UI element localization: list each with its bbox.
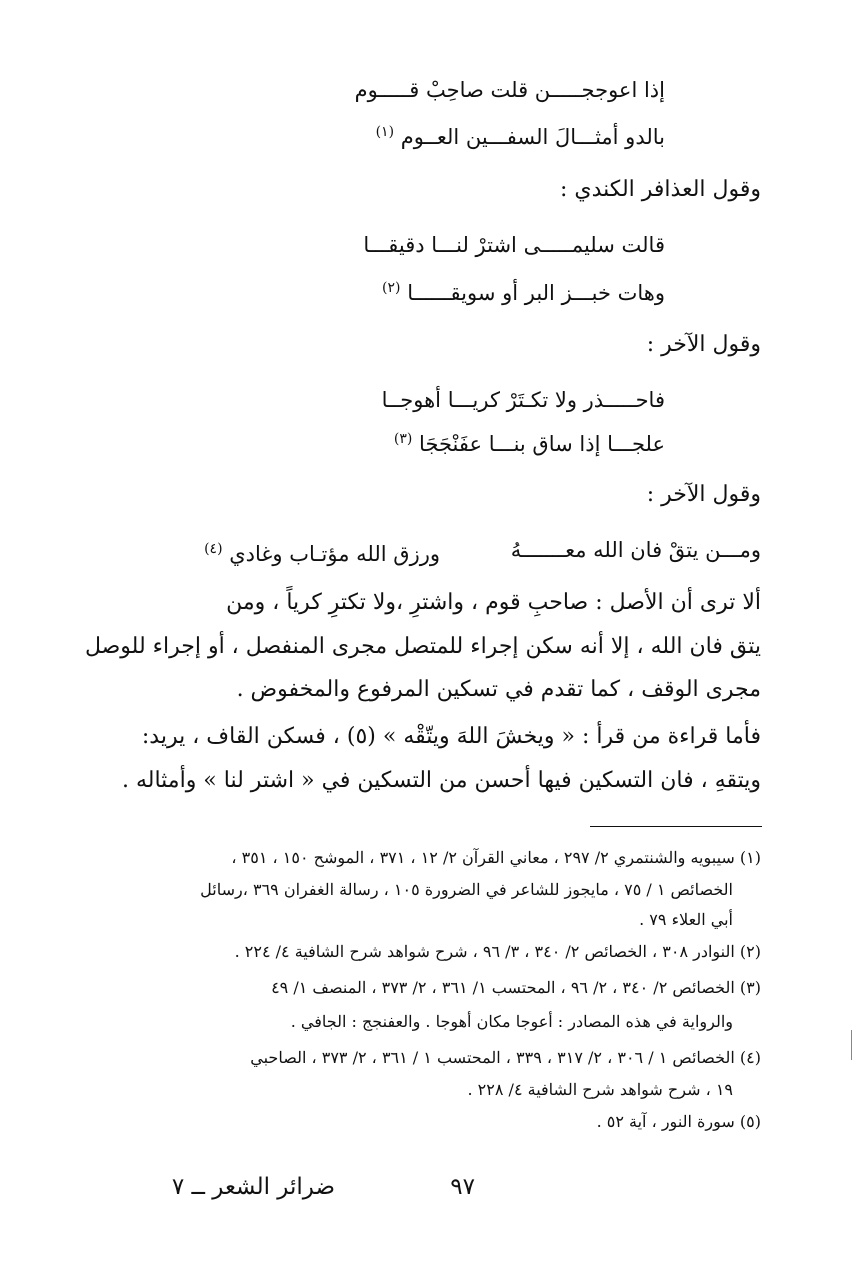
footnote-ref-2: (٢) [382,280,401,296]
verse-4-hemistich-2 [204,541,440,567]
verse-3-intro: وقول الآخر : [646,332,761,357]
footnote-4-line-2: ١٩ ، شرح شواهد شرح الشافية ٤/ ٢٢٨ . [467,1080,733,1099]
footnote-3-line-2: والرواية في هذه المصادر : أعوجا مكان أهوجا . والعفنجج : الجافي . [290,1012,733,1031]
footnote-separator [590,826,762,827]
footnote-4-line-1: (٤) الخصائص ١ / ٣٠٦ ، ٢/ ٣١٧ ، ٣٣٩ ، المحتسب ١ / ٣٦١ ، ٢/ ٣٧٣ ، الصاحبي [250,1048,761,1067]
footnote-ref-4: (٤) [204,541,223,557]
verse-1-line-2 [376,124,665,150]
verse-3-line-2 [394,431,665,457]
footnote-ref-1: (١) [375,124,395,140]
verse-2-line-2-text: وهات خبـــز البر أو سويقــــــا [407,281,665,305]
verse-4-hemistich-2-text: ورزق الله مؤتـاب وغادي [229,542,440,566]
running-title: ضرائر الشعر ــ ٧ [171,1174,335,1200]
footnote-3-line-1: (٣) الخصائص ٢/ ٣٤٠ ، ٢/ ٩٦ ، المحتسب ١/ ٣٦١ ، ٢/ ٣٧٣ ، المنصف ١/ ٤٩ [271,978,761,997]
verse-3-line-1: فاحـــــذر ولا تكـتَرْ كريـــا أهوجــا [381,388,665,412]
verse-3-line-2-text: علجـــا إذا ساق بنـــا عفَنْجَجَا [419,432,665,456]
verse-1-line-2-text: بالدو أمثـــالَ السفـــين العــوم [400,125,665,149]
verse-2-line-1: قالت سليمـــــى اشترْ لنـــا دقيقـــا [363,233,665,257]
verse-1-line-1: إذا اعوججـــــن قلت صاحِبْ قـــــوم [354,78,665,102]
page-number: ٩٧ [450,1174,475,1200]
paragraph-2-line-2: ويتقهِ ، فان التسكين فيها أحسن من التسكين في « اشتر لنا » وأمثاله . [121,768,761,793]
paragraph-1-line-2: يتق فان الله ، إلا أنه سكن إجراء للمتصل مجرى المنفصل ، أو إجراء للوصل [84,634,761,659]
paragraph-1-line-1: ألا ترى أن الأصل : صاحبِ قوم ، واشترِ ،ولا تكترِ كرياً ، ومن [226,590,761,615]
paragraph-1-line-3: مجرى الوقف ، كما تقدم في تسكين المرفوع والمخفوض . [236,677,761,702]
verse-2-line-2 [382,280,665,306]
footnote-2-line-1: (٢) النوادر ٣٠٨ ، الخصائص ٢/ ٣٤٠ ، ٣/ ٩٦ ، شرح شواهد شرح الشافية ٤/ ٢٢٤ . [234,942,761,961]
verse-2-intro: وقول العذافر الكندي : [560,177,761,202]
footnote-1-line-1: (١) سيبويه والشنتمري ٢/ ٢٩٧ ، معاني القرآن ٢/ ١٢ ، ٣٧١ ، الموشح ١٥٠ ، ٣٥١ ، [231,848,761,867]
footnote-1-line-2: الخصائص ١ / ٧٥ ، مايجوز للشاعر في الضرورة ١٠٥ ، رسالة الغفران ٣٦٩ ،رسائل [200,880,733,899]
footnote-1-line-3: أبي العلاء ٧٩ . [639,910,733,929]
footnote-5-line-1: (٥) سورة النور ، آية ٥٢ . [596,1112,761,1131]
verse-4-intro: وقول الآخر : [646,482,761,507]
footnote-ref-3: (٣) [393,431,413,447]
verse-4-hemistich-1: ومـــن يتقْ فان الله معـــــــهُ [510,538,761,562]
paragraph-2-line-1: فأما قراءة من قرأ : « ويخشَ اللهَ ويتّقْه » (٥) ، فسكن القاف ، يريد: [141,724,761,749]
margin-mark [851,1030,852,1060]
